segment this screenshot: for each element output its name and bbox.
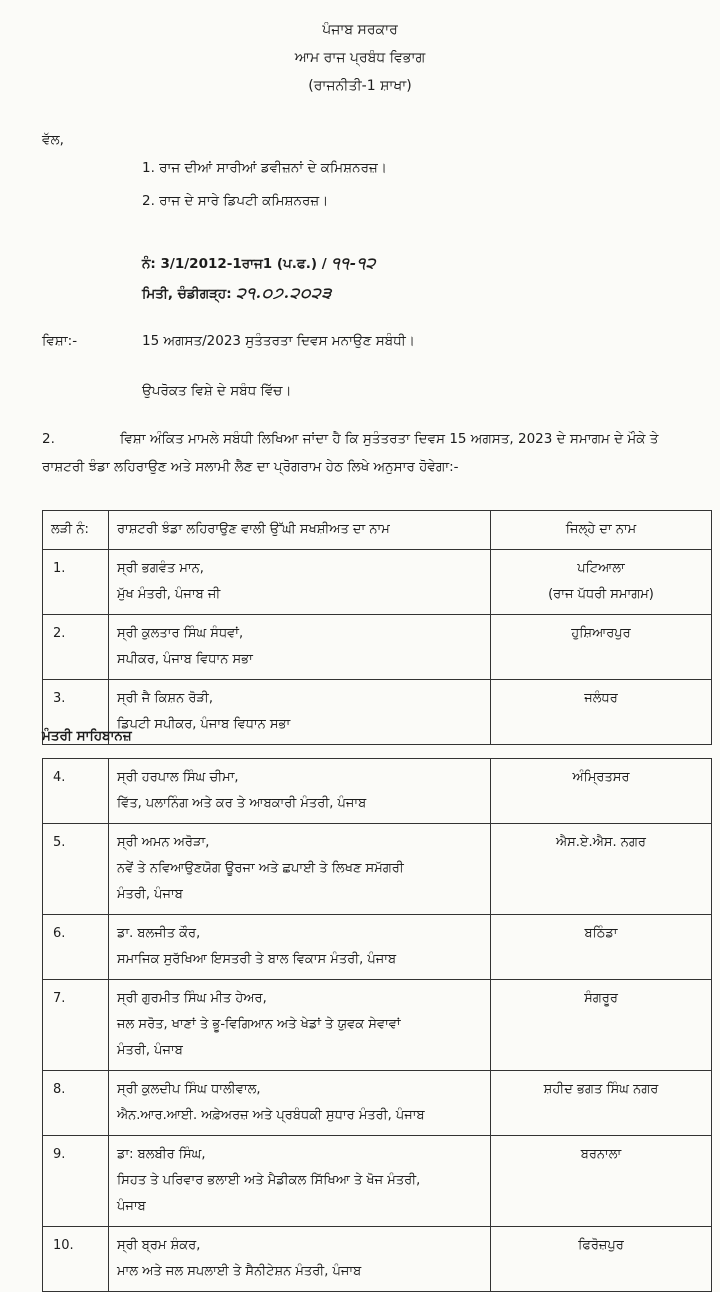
column-header-serial: ਲੜੀ ਨੰ:	[43, 511, 109, 550]
column-header-name: ਰਾਸ਼ਟਰੀ ਝੰਡਾ ਲਹਿਰਾਉਣ ਵਾਲੀ ਉੱਘੀ ਸਖਸ਼ੀਅਤ ਦਾ ਨਾਮ	[109, 511, 491, 550]
person-cell	[109, 550, 491, 615]
officials-table-body	[43, 511, 712, 745]
recipient-1: 1. ਰਾਜ ਦੀਆਂ ਸਾਰੀਆਂ ਡਵੀਜ਼ਨਾਂ ਦੇ ਕਮਿਸ਼ਨਰਜ਼।	[142, 160, 387, 176]
person-name: ਸ੍ਰੀ ਕੁਲਦੀਪ ਸਿੰਘ ਧਾਲੀਵਾਲ,	[117, 1082, 261, 1097]
person-cell	[109, 759, 491, 824]
header-department: ਆਮ ਰਾਜ ਪ੍ਰਬੰਧ ਵਿਭਾਗ	[294, 50, 426, 66]
serial-number: 7.	[43, 980, 109, 1071]
reference-date-handwritten: ੨੧.੦੭.੨੦੨੩	[236, 284, 333, 302]
person-cell	[109, 680, 491, 745]
person-designation: ਸਮਾਜਿਕ ਸੁਰੱਖਿਆ ਇਸਤਰੀ ਤੇ ਬਾਲ ਵਿਕਾਸ ਮੰਤਰੀ, ਪੰਜਾਬ	[117, 952, 397, 967]
person-name: ਡਾ. ਬਲਜੀਤ ਕੌਰ,	[117, 926, 201, 941]
person-name: ਸ੍ਰੀ ਗੁਰਮੀਤ ਸਿੰਘ ਮੀਤ ਹੇਅਰ,	[117, 991, 267, 1006]
person-name: ਸ੍ਰੀ ਹਰਪਾਲ ਸਿੰਘ ਚੀਮਾ,	[117, 770, 239, 785]
serial-number: 1.	[43, 550, 109, 615]
subject-label: ਵਿਸ਼ਾ:-	[42, 333, 78, 349]
serial-number: 9.	[43, 1136, 109, 1227]
district-cell	[491, 680, 712, 745]
district-name: ਜਲੰਧਰ	[584, 691, 618, 706]
person-designation: ਵਿੱਤ, ਪਲਾਨਿੰਗ ਅਤੇ ਕਰ ਤੇ ਆਬਕਾਰੀ ਮੰਤਰੀ, ਪੰਜਾਬ	[117, 796, 367, 811]
person-designation: ਸਿਹਤ ਤੇ ਪਰਿਵਾਰ ਭਲਾਈ ਅਤੇ ਮੈਡੀਕਲ ਸਿੱਖਿਆ ਤੇ ਖੋਜ ਮੰਤਰੀ,	[117, 1173, 421, 1188]
table-row	[43, 1227, 712, 1292]
to-label: ਵੱਲ,	[42, 132, 64, 148]
district-cell	[491, 980, 712, 1071]
officials-table	[42, 510, 712, 745]
person-cell	[109, 1136, 491, 1227]
table-row	[43, 759, 712, 824]
serial-number: 3.	[43, 680, 109, 745]
ministers-table	[42, 758, 712, 1292]
district-cell	[491, 759, 712, 824]
header-government: ਪੰਜਾਬ ਸਰਕਾਰ	[322, 22, 398, 38]
column-header-district: ਜਿਲ੍ਹੇ ਦਾ ਨਾਮ	[491, 511, 712, 550]
person-name: ਸ੍ਰੀ ਬ੍ਰਮ ਸ਼ੰਕਰ,	[117, 1238, 201, 1253]
district-name: ਬਠਿੰਡਾ	[584, 926, 618, 941]
reference-number-handwritten: ੧੧-੧੨	[331, 254, 377, 272]
reference-date	[142, 284, 332, 302]
table-row	[43, 615, 712, 680]
ministers-table-body	[43, 759, 712, 1292]
district-name: ਪਟਿਆਲਾ	[577, 561, 625, 576]
serial-number: 4.	[43, 759, 109, 824]
table-header-row	[43, 511, 712, 550]
person-designation: ਮੰਤਰੀ, ਪੰਜਾਬ	[117, 1043, 183, 1058]
para-2-body: ਵਿਸ਼ਾ ਅੰਕਿਤ ਮਾਮਲੇ ਸਬੰਧੀ ਲਿਖਿਆ ਜਾਂਦਾ ਹੈ ਕਿ ਸੁਤੰਤਰਤਾ ਦਿਵਸ 15 ਅਗਸਤ, 2023 ਦੇ ਸਮਾਗਮ ਦੇ ਮੌਕੇ ਤੇ ਰਾਸ਼ਟਰੀ ਝੰਡਾ ਲਹਿਰਾਉਣ ਅਤੇ ਸਲਾਮੀ ਲੈਣ ਦਾ ਪ੍ਰੋਗਰਾਮ ਹੇਠ ਲਿਖੇ ਅਨੁਸਾਰ ਹੋਵੇਗਾ:-	[42, 431, 659, 475]
person-name: ਸ੍ਰੀ ਅਮਨ ਅਰੋੜਾ,	[117, 835, 210, 850]
reference-number	[142, 254, 376, 272]
section-heading-ministers: ਮੰਤਰੀ ਸਾਹਿਬਾਨਜ਼	[42, 728, 132, 744]
para-2-text	[42, 425, 692, 481]
para-2-number: 2.	[42, 431, 55, 447]
district-cell	[491, 1071, 712, 1136]
person-cell	[109, 1227, 491, 1292]
serial-number: 6.	[43, 915, 109, 980]
reference-date-label: ਮਿਤੀ, ਚੰਡੀਗੜ੍ਹ:	[142, 286, 232, 302]
person-cell	[109, 915, 491, 980]
district-name: ਸੰਗਰੂਰ	[584, 991, 618, 1006]
person-designation: ਐਨ.ਆਰ.ਆਈ. ਅਫ਼ੇਅਰਜ਼ ਅਤੇ ਪ੍ਰਬੰਧਕੀ ਸੁਧਾਰ ਮੰਤਰੀ, ਪੰਜਾਬ	[117, 1108, 425, 1123]
person-designation: ਜਲ ਸਰੋਤ, ਖਾਣਾਂ ਤੇ ਭੂ-ਵਿਗਿਆਨ ਅਤੇ ਖੇਡਾਂ ਤੇ ਯੁਵਕ ਸੇਵਾਵਾਂ	[117, 1017, 401, 1032]
person-designation: ਮੰਤਰੀ, ਪੰਜਾਬ	[117, 887, 183, 902]
table-row	[43, 550, 712, 615]
recipient-2: 2. ਰਾਜ ਦੇ ਸਾਰੇ ਡਿਪਟੀ ਕਮਿਸ਼ਨਰਜ਼।	[142, 193, 329, 209]
table-row	[43, 1071, 712, 1136]
subject-text: 15 ਅਗਸਤ/2023 ਸੁਤੰਤਰਤਾ ਦਿਵਸ ਮਨਾਉਣ ਸਬੰਧੀ।	[142, 333, 415, 349]
district-name: ਫਿਰੋਜ਼ਪੁਰ	[578, 1238, 624, 1253]
table-row	[43, 680, 712, 745]
district-name: ਸ਼ਹੀਦ ਭਗਤ ਸਿੰਘ ਨਗਰ	[543, 1082, 659, 1097]
serial-number: 5.	[43, 824, 109, 915]
header-branch: (ਰਾਜਨੀਤੀ-1 ਸ਼ਾਖਾ)	[308, 78, 412, 94]
district-cell	[491, 1136, 712, 1227]
person-designation: ਸਪੀਕਰ, ਪੰਜਾਬ ਵਿਧਾਨ ਸਭਾ	[117, 652, 253, 667]
reference-number-label: ਨੰ: 3/1/2012-1ਰਾਜ1 (ਪ.ਫ.) /	[142, 256, 327, 272]
person-designation: ਨਵੇਂ ਤੇ ਨਵਿਆਉਣਯੋਗ ਊਰਜਾ ਅਤੇ ਛਪਾਈ ਤੇ ਲਿਖਣ ਸਮੱਗਰੀ	[117, 861, 404, 876]
person-cell	[109, 1071, 491, 1136]
district-cell	[491, 1227, 712, 1292]
district-cell	[491, 915, 712, 980]
reference-line: ਉਪਰੋਕਤ ਵਿਸ਼ੇ ਦੇ ਸਬੰਧ ਵਿੱਚ।	[142, 383, 292, 399]
person-designation: ਪੰਜਾਬ	[117, 1199, 146, 1214]
person-cell	[109, 615, 491, 680]
person-name: ਸ੍ਰੀ ਕੁਲਤਾਰ ਸਿੰਘ ਸੰਧਵਾਂ,	[117, 626, 244, 641]
district-cell	[491, 824, 712, 915]
district-name: ਐਸ.ਏ.ਐਸ. ਨਗਰ	[555, 835, 646, 850]
table-row	[43, 1136, 712, 1227]
person-designation: ਮਾਲ ਅਤੇ ਜਲ ਸਪਲਾਈ ਤੇ ਸੈਨੀਟੇਸ਼ਨ ਮੰਤਰੀ, ਪੰਜਾਬ	[117, 1264, 362, 1279]
serial-number: 2.	[43, 615, 109, 680]
person-cell	[109, 980, 491, 1071]
serial-number: 8.	[43, 1071, 109, 1136]
person-name: ਸ੍ਰੀ ਭਗਵੰਤ ਮਾਨ,	[117, 561, 204, 576]
person-cell	[109, 824, 491, 915]
person-name: ਸ੍ਰੀ ਜੈ ਕਿਸ਼ਨ ਰੋੜੀ,	[117, 691, 213, 706]
table-row	[43, 915, 712, 980]
district-cell	[491, 615, 712, 680]
person-name: ਡਾ: ਬਲਬੀਰ ਸਿੰਘ,	[117, 1147, 206, 1162]
table-row	[43, 824, 712, 915]
district-name: ਹੁਸ਼ਿਆਰਪੁਰ	[571, 626, 631, 641]
district-note: (ਰਾਜ ਪੱਧਰੀ ਸਮਾਗਮ)	[548, 587, 654, 602]
person-designation: ਮੁੱਖ ਮੰਤਰੀ, ਪੰਜਾਬ ਜੀ	[117, 587, 221, 602]
district-name: ਅੰਮ੍ਰਿਤਸਰ	[572, 770, 630, 785]
serial-number: 10.	[43, 1227, 109, 1292]
table-row	[43, 980, 712, 1071]
person-designation: ਡਿਪਟੀ ਸਪੀਕਰ, ਪੰਜਾਬ ਵਿਧਾਨ ਸਭਾ	[117, 717, 291, 732]
district-cell	[491, 550, 712, 615]
district-name: ਬਰਨਾਲਾ	[580, 1147, 622, 1162]
